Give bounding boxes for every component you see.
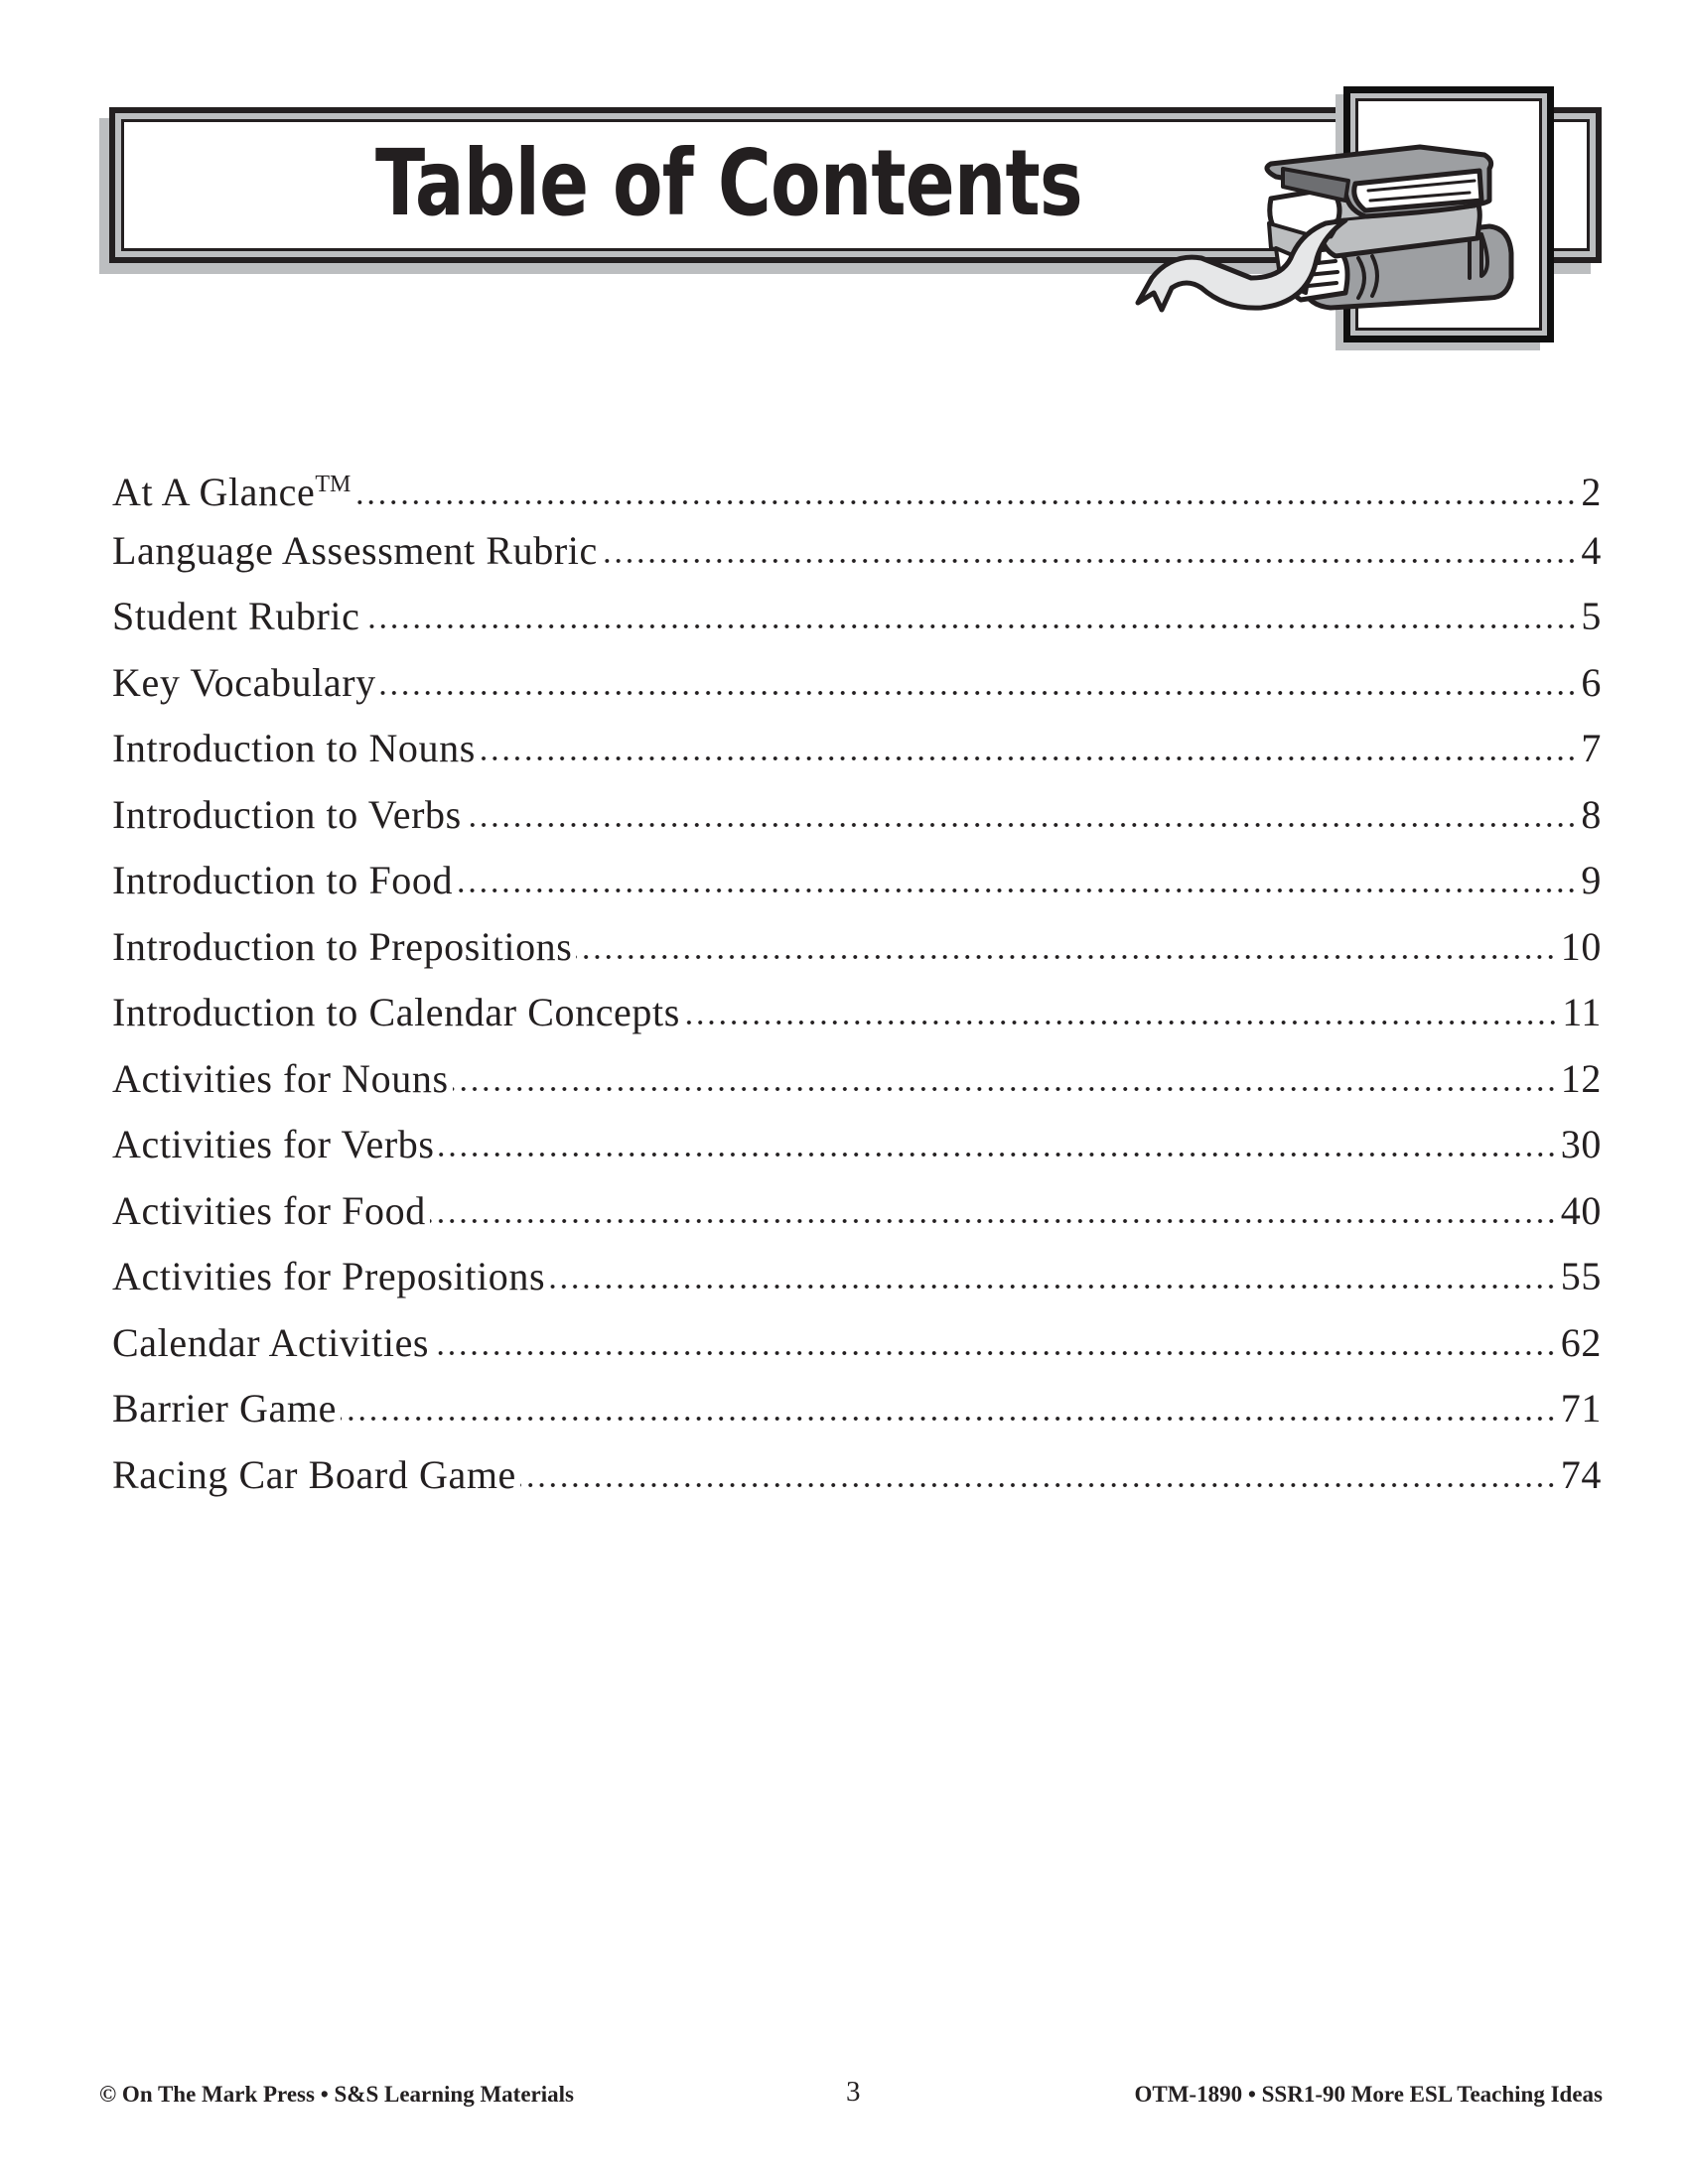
toc-entry[interactable] bbox=[112, 1315, 1602, 1382]
dot-leader bbox=[684, 1021, 1558, 1024]
toc-entry[interactable] bbox=[112, 1117, 1602, 1183]
toc-entry[interactable] bbox=[112, 1051, 1602, 1118]
toc-entry-page: 2 bbox=[1581, 470, 1602, 514]
toc-entry[interactable] bbox=[112, 721, 1602, 787]
toc-entry-page: 55 bbox=[1560, 1254, 1602, 1298]
toc-entry[interactable] bbox=[112, 523, 1602, 590]
toc-entry-page: 4 bbox=[1581, 527, 1602, 573]
dot-leader bbox=[602, 559, 1578, 563]
toc-entry-title: Language Assessment Rubric bbox=[112, 527, 598, 573]
toc-entry-title: Key Vocabulary bbox=[112, 659, 376, 705]
toc-entry-title: Introduction to Food bbox=[112, 858, 454, 902]
toc-entry-title: Activities for Nouns bbox=[112, 1055, 449, 1101]
toc-entry[interactable] bbox=[112, 787, 1602, 854]
toc-entry-page: 7 bbox=[1581, 726, 1602, 770]
trademark-mark: TM bbox=[315, 472, 352, 497]
dot-leader bbox=[430, 1219, 1557, 1223]
toc-entry-page: 9 bbox=[1581, 858, 1602, 902]
footer-publisher: © On The Mark Press • S&S Learning Materials bbox=[99, 2082, 574, 2107]
toc-entry-page: 10 bbox=[1560, 923, 1602, 969]
dot-leader bbox=[380, 691, 1578, 695]
dot-leader bbox=[576, 955, 1556, 959]
toc-entry[interactable] bbox=[112, 589, 1602, 655]
toc-entry-title: Introduction to Verbs bbox=[112, 791, 462, 837]
toc-entry-title: At A Glance™ bbox=[112, 470, 352, 514]
toc-entry-page: 6 bbox=[1581, 659, 1602, 705]
toc-entry-page: 30 bbox=[1560, 1122, 1602, 1166]
dot-leader bbox=[354, 500, 1577, 504]
dot-leader bbox=[457, 888, 1577, 892]
toc-entry[interactable] bbox=[112, 985, 1602, 1051]
toc-entry[interactable] bbox=[112, 919, 1602, 986]
dot-leader bbox=[439, 1153, 1557, 1157]
dot-leader bbox=[520, 1483, 1557, 1487]
toc-entry-title: Barrier Game bbox=[112, 1386, 337, 1431]
toc-entry-page: 11 bbox=[1562, 990, 1602, 1034]
toc-entry-page: 5 bbox=[1581, 594, 1602, 638]
toc-entry-title: Activities for Verbs bbox=[112, 1122, 435, 1166]
table-of-contents bbox=[112, 457, 1602, 1513]
toc-entry-title: Activities for Prepositions bbox=[112, 1254, 546, 1298]
toc-entry[interactable] bbox=[112, 1183, 1602, 1250]
toc-entry-title: Racing Car Board Game bbox=[112, 1451, 516, 1497]
toc-entry-title: Student Rubric bbox=[112, 594, 360, 638]
dot-leader bbox=[549, 1285, 1557, 1289]
footer-product-code: OTM-1890 • SSR1-90 More ESL Teaching Ideas bbox=[1134, 2082, 1603, 2107]
dot-leader bbox=[341, 1417, 1557, 1421]
toc-entry-page: 62 bbox=[1560, 1319, 1602, 1365]
dot-leader bbox=[480, 756, 1577, 760]
toc-entry[interactable] bbox=[112, 655, 1602, 722]
books-icon bbox=[1132, 129, 1549, 328]
dot-leader bbox=[453, 1087, 1557, 1091]
toc-entry-page: 74 bbox=[1560, 1451, 1602, 1497]
toc-entry[interactable] bbox=[112, 1249, 1602, 1315]
toc-entry[interactable] bbox=[112, 1381, 1602, 1447]
toc-entry-page: 8 bbox=[1581, 791, 1602, 837]
toc-entry-title: Activities for Food bbox=[112, 1187, 426, 1233]
toc-entry-title: Introduction to Calendar Concepts bbox=[112, 990, 680, 1034]
toc-entry-title: Introduction to Prepositions bbox=[112, 923, 573, 969]
dot-leader bbox=[364, 624, 1578, 628]
toc-entry-page: 12 bbox=[1560, 1055, 1602, 1101]
page-title: Table of Contents bbox=[375, 130, 1082, 236]
toc-entry[interactable] bbox=[112, 1447, 1602, 1514]
toc-entry-title: Calendar Activities bbox=[112, 1319, 430, 1365]
toc-entry-page: 40 bbox=[1560, 1187, 1602, 1233]
footer-page-number: 3 bbox=[846, 2076, 861, 2108]
dot-leader bbox=[433, 1351, 1557, 1355]
toc-entry[interactable] bbox=[112, 853, 1602, 919]
toc-entry-title: Introduction to Nouns bbox=[112, 726, 476, 770]
toc-entry-page: 71 bbox=[1560, 1386, 1602, 1431]
toc-entry[interactable] bbox=[112, 457, 1602, 523]
dot-leader bbox=[466, 823, 1578, 827]
